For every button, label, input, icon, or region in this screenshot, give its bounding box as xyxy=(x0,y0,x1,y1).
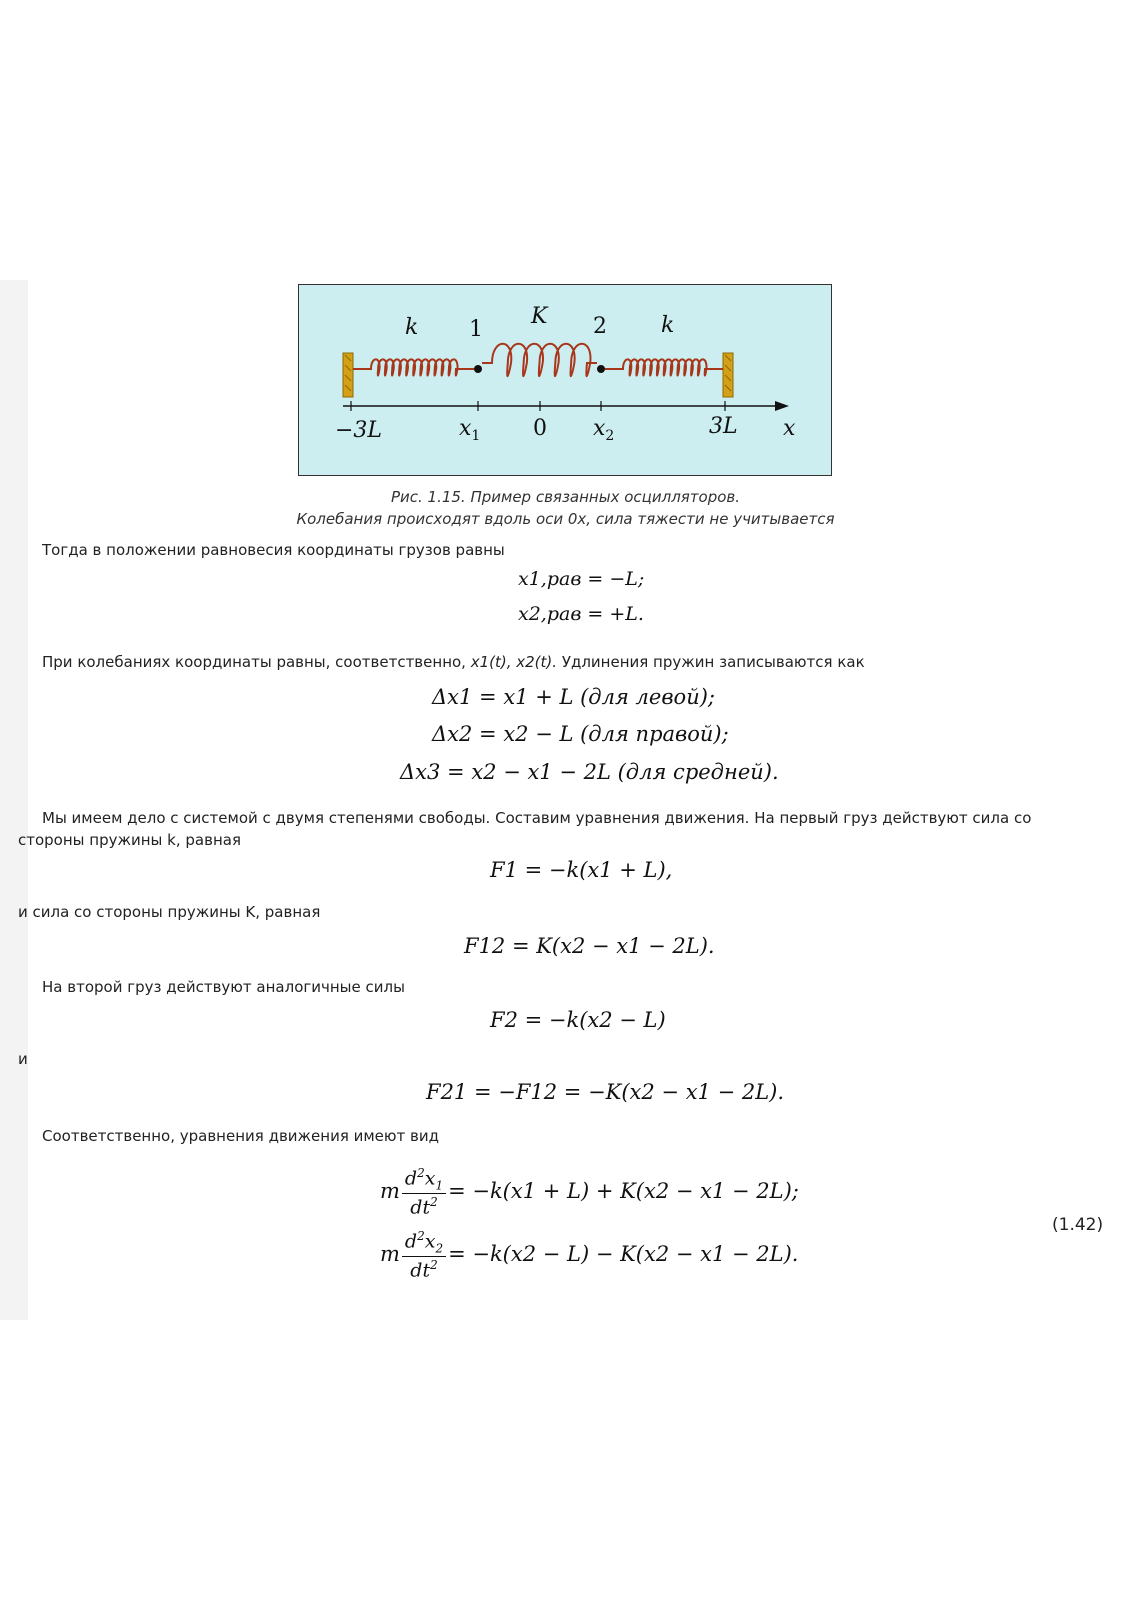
paragraph-second-mass: На второй груз действуют аналогичные силы xyxy=(42,978,405,996)
equation-delta-x3: Δx3 = x2 − x1 − 2L (для средней). xyxy=(400,760,779,784)
spring-middle xyxy=(482,344,597,376)
equation-F21: F21 = −F12 = −K(x2 − x1 − 2L). xyxy=(426,1080,785,1104)
left-margin-strip xyxy=(0,280,28,1320)
spring-left xyxy=(353,359,474,375)
equation-F12: F12 = K(x2 − x1 − 2L). xyxy=(464,934,715,958)
paragraph-oscillations: При колебаниях координаты равны, соответственно, x1(t), x2(t). Удлинения пружин записываются как xyxy=(42,653,865,671)
mass-2 xyxy=(597,365,605,373)
paragraph-equilibrium: Тогда в положении равновесия координаты грузов равны xyxy=(42,541,505,559)
figure-caption-line-2: Колебания происходят вдоль оси 0x, сила тяжести не учитывается xyxy=(296,510,835,528)
left-wall xyxy=(343,353,353,397)
axis-label-x: x xyxy=(783,416,796,441)
mass-label-2: 2 xyxy=(593,314,607,339)
coupled-oscillators-figure xyxy=(298,284,832,476)
tick-label-minus-3L: −3L xyxy=(335,418,383,443)
spring-diagram xyxy=(299,285,833,477)
tick-label-x2: $x_2$ xyxy=(593,416,615,444)
tick-label-3L: 3L xyxy=(709,414,738,439)
figure-caption-line-1: Рис. 1.15. Пример связанных осцилляторов. xyxy=(390,488,741,506)
paragraph-degrees-of-freedom: Мы имеем дело с системой с двумя степенями свободы. Составим уравнения движения. На первый груз действуют сила со стороны пружины k, равная xyxy=(18,809,1032,849)
equation-x2-equilibrium: x2,рав = +L. xyxy=(518,603,644,625)
spring-right xyxy=(605,359,723,375)
equation-number: (1.42) xyxy=(1052,1215,1104,1235)
mass-label-1: 1 xyxy=(469,317,483,342)
paragraph-and: и xyxy=(18,1050,28,1068)
mass-1 xyxy=(474,365,482,373)
x-axis-arrow xyxy=(775,401,789,411)
spring-label-k-left: k xyxy=(405,315,419,340)
paragraph-equations-of-motion: Соответственно, уравнения движения имеют вид xyxy=(42,1127,440,1145)
equation-motion-1: m $\frac{d^2x_1}{dt^2}$ = −k(x1 + L) + K(x2 − x1 − 2L); xyxy=(380,1166,799,1219)
spring-label-k-right: k xyxy=(661,313,675,338)
equation-delta-x2: Δx2 = x2 − L (для правой); xyxy=(432,722,729,746)
right-wall xyxy=(723,353,733,397)
equation-F1: F1 = −k(x1 + L), xyxy=(490,858,673,882)
equation-F2: F2 = −k(x2 − L) xyxy=(490,1008,666,1032)
equation-motion-2: m $\frac{d^2x_2}{dt^2}$ = −k(x2 − L) − K(x2 − x1 − 2L). xyxy=(380,1229,799,1282)
equation-x1-equilibrium: x1,рав = −L; xyxy=(518,568,645,590)
equation-delta-x1: Δx1 = x1 + L (для левой); xyxy=(432,685,715,709)
paragraph-spring-K: и сила со стороны пружины K, равная xyxy=(18,903,321,921)
tick-label-x1: $x_1$ xyxy=(459,416,481,444)
tick-label-0: 0 xyxy=(533,416,547,441)
spring-label-K-mid: K xyxy=(531,304,548,329)
